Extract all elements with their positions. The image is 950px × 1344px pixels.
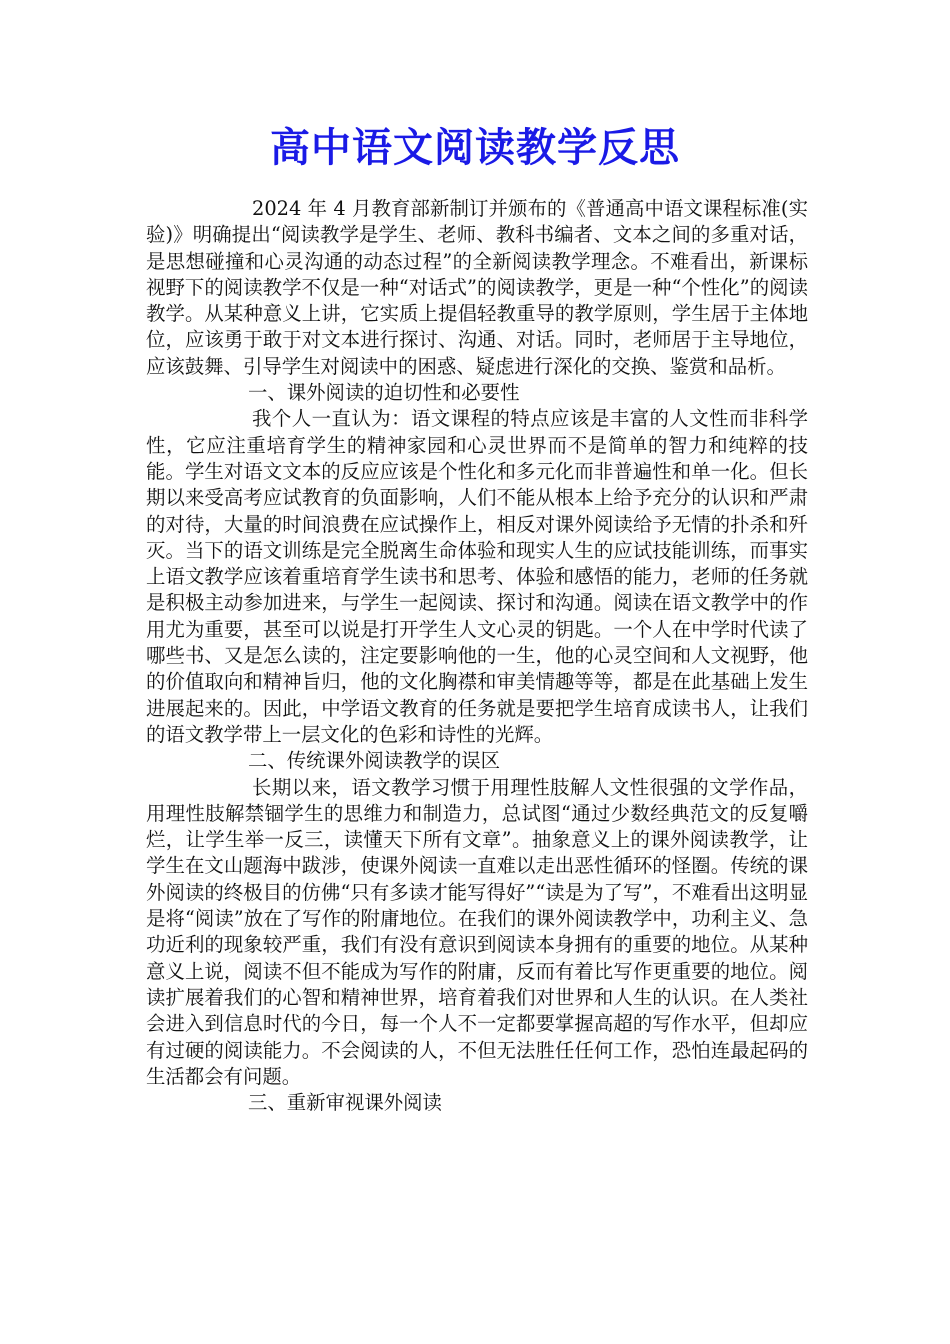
document-body	[146, 196, 808, 1116]
section-heading-1: 一、课外阅读的迫切性和必要性	[248, 381, 520, 405]
section-heading-3: 三、重新审视课外阅读	[248, 1091, 442, 1115]
paragraph-section-2: 长期以来，语文教学习惯于用理性肢解人文性很强的文学作品，用理性肢解禁锢学生的思维力和制造力，总试图“通过少数经典范文的反复嚼烂，让学生举一反三，读懂天下所有文章”。抽象意义上的课外阅读教学，让学生在文山题海中跋涉，使课外阅读一直难以走出恶性循环的怪圈。传统的课外阅读的终极目的仿佛“只有多读才能写得好”“读是为了写”，不难看出这明显是将“阅读”放在了写作的附庸地位。在我们的课外阅读教学中，功利主义、急功近利的现象较严重，我们有没有意识到阅读本身拥有的重要的地位。从某种意义上说，阅读不但不能成为写作的附庸，反而有着比写作更重要的地位。阅读扩展着我们的心智和精神世界，培育着我们对世界和人生的认识。在人类社会进入到信息时代的今日，每一个人不一定都要掌握高超的写作水平，但却应有过硬的阅读能力。不会阅读的人，不但无法胜任任何工作，恐怕连最起码的生活都会有问题。	[146, 775, 808, 1088]
section-heading-2: 二、传统课外阅读教学的误区	[248, 749, 501, 773]
paragraph-intro: 2024 年 4 月教育部新制订并颁布的《普通高中语文课程标准(实验)》明确提出“阅读教学是学生、老师、教科书编者、文本之间的多重对话，是思想碰撞和心灵沟通的动态过程”的全新阅读教学理念。不难看出，新课标视野下的阅读教学不仅是一种“对话式”的阅读教学，更是一种“个性化”的阅读教学。从某种意义上讲，它实质上提倡轻教重导的教学原则，学生居于主体地位，应该勇于敢于对文本进行探讨、沟通、对话。同时，老师居于主导地位，应该鼓舞、引导学生对阅读中的困惑、疑虑进行深化的交换、鉴赏和品析。	[146, 197, 808, 378]
document-title: 高中语文阅读教学反思	[270, 124, 680, 171]
paragraph-section-1: 我个人一直认为：语文课程的特点应该是丰富的人文性而非科学性，它应注重培育学生的精神家园和心灵世界而不是简单的智力和纯粹的技能。学生对语文文本的反应应该是个性化和多元化而非普遍性和单一化。但长期以来受高考应试教育的负面影响，人们不能从根本上给予充分的认识和严肃的对待，大量的时间浪费在应试操作上，相反对课外阅读给予无情的扑杀和歼灭。当下的语文训练是完全脱离生命体验和现实人生的应试技能训练，而事实上语文教学应该着重培育学生读书和思考、体验和感悟的能力，老师的任务就是积极主动参加进来，与学生一起阅读、探讨和沟通。阅读在语文教学中的作用尤为重要，甚至可以说是打开学生人文心灵的钥匙。一个人在中学时代读了哪些书、又是怎么读的，注定要影响他的一生，他的心灵空间和人文视野，他的价值取向和精神旨归，他的文化胸襟和审美情趣等等，都是在此基础上发生进展起来的。因此，中学语文教育的任务就是要把学生培育成读书人，让我们的语文教学带上一层文化的色彩和诗性的光辉。	[146, 407, 808, 746]
